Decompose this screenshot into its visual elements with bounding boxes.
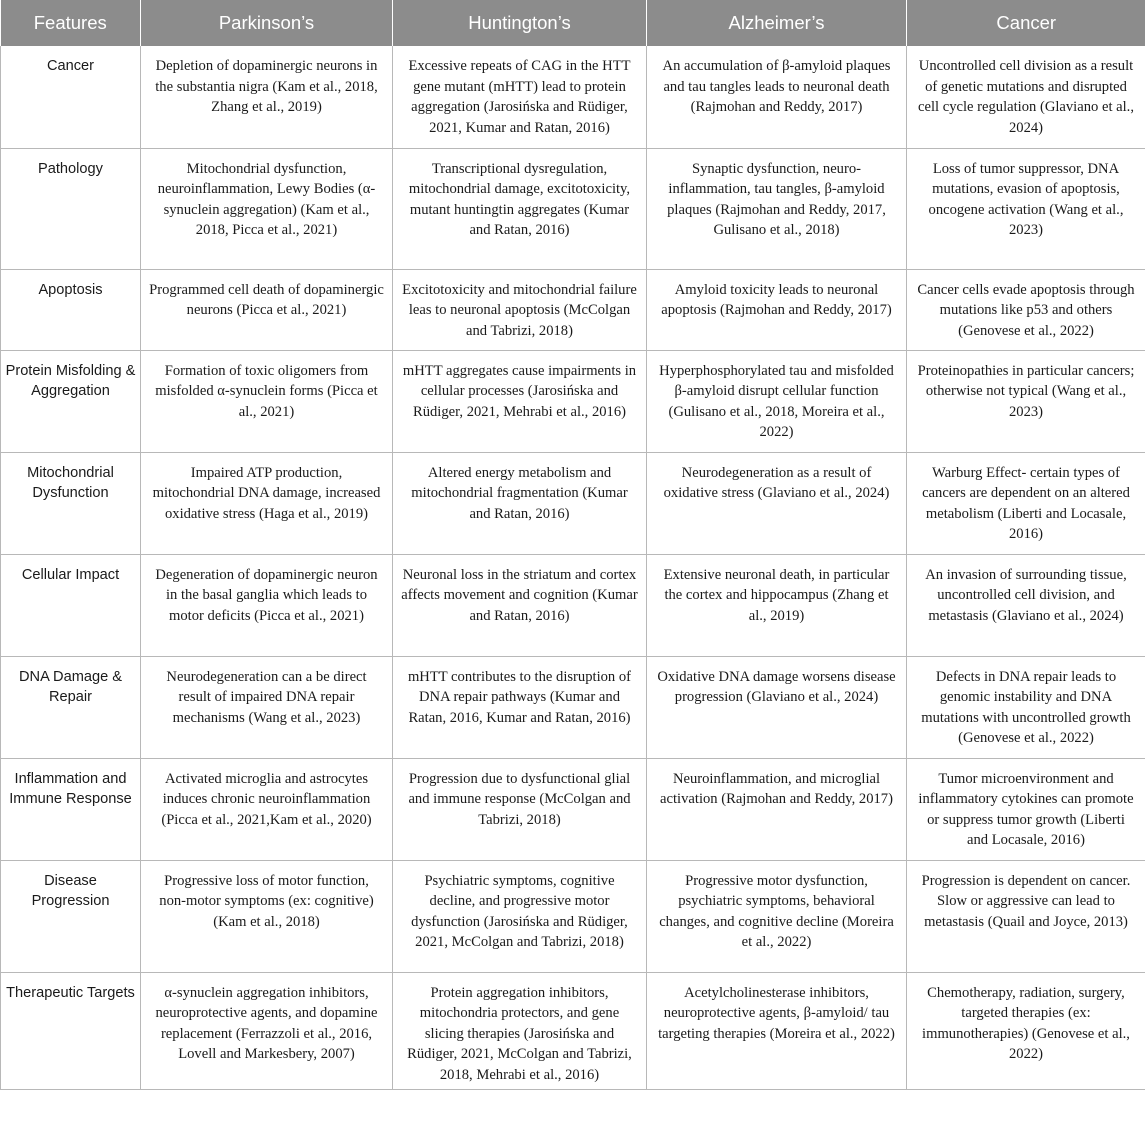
cell-huntingtons: Psychiatric symptoms, cognitive decline, and progressive motor dysfunction (Jarosińska and Rüdiger, 2021, McColgan and Tabrizi, 2018): [393, 860, 647, 972]
cell-cancer: Warburg Effect- certain types of cancers are dependent on an altered metabolism (Liberti and Locasale, 2016): [907, 452, 1145, 554]
cell-alzheimers: Neurodegeneration as a result of oxidative stress (Glaviano et al., 2024): [647, 452, 907, 554]
table-row: [1, 148, 1145, 269]
table-row: [1, 758, 1145, 860]
header-features: Features: [1, 0, 141, 46]
table-body: [1, 46, 1145, 1090]
cell-alzheimers: Extensive neuronal death, in particular the cortex and hippocampus (Zhang et al., 2019): [647, 554, 907, 656]
cell-cancer: Proteinopathies in particular cancers; otherwise not typical (Wang et al., 2023): [907, 350, 1145, 452]
cell-cancer: Progression is dependent on cancer. Slow or aggressive can lead to metastasis (Quail and Joyce, 2013): [907, 860, 1145, 972]
cell-huntingtons: Excitotoxicity and mitochondrial failure leas to neuronal apoptosis (McColgan and Tabrizi, 2018): [393, 269, 647, 350]
cell-alzheimers: Neuroinflammation, and microglial activation (Rajmohan and Reddy, 2017): [647, 758, 907, 860]
cell-alzheimers: Oxidative DNA damage worsens disease progression (Glaviano et al., 2024): [647, 656, 907, 758]
header-parkinsons: Parkinson’s: [141, 0, 393, 46]
cell-parkinsons: Progressive loss of motor function, non-motor symptoms (ex: cognitive) (Kam et al., 2018): [141, 860, 393, 972]
header-huntingtons: Huntington’s: [393, 0, 647, 46]
cell-parkinsons: Impaired ATP production, mitochondrial DNA damage, increased oxidative stress (Haga et al., 2019): [141, 452, 393, 554]
table-row: [1, 656, 1145, 758]
row-feature: Inflammation and Immune Response: [1, 758, 141, 860]
cell-alzheimers: Progressive motor dysfunction, psychiatric symptoms, behavioral changes, and cognitive decline (Moreira et al., 2022): [647, 860, 907, 972]
cell-parkinsons: Degeneration of dopaminergic neuron in the basal ganglia which leads to motor deficits (Picca et al., 2021): [141, 554, 393, 656]
cell-cancer: Cancer cells evade apoptosis through mutations like p53 and others (Genovese et al., 2022): [907, 269, 1145, 350]
cell-cancer: Tumor microenvironment and inflammatory cytokines can promote or suppress tumor growth (Liberti and Locasale, 2016): [907, 758, 1145, 860]
cell-alzheimers: An accumulation of β-amyloid plaques and tau tangles leads to neuronal death (Rajmohan and Reddy, 2017): [647, 46, 907, 148]
table-header: [1, 0, 1145, 46]
cell-cancer: Uncontrolled cell division as a result of genetic mutations and disrupted cell cycle regulation (Glaviano et al., 2024): [907, 46, 1145, 148]
table-row: [1, 972, 1145, 1090]
cell-parkinsons: Neurodegeneration can a be direct result of impaired DNA repair mechanisms (Wang et al., 2023): [141, 656, 393, 758]
cell-huntingtons: Protein aggregation inhibitors, mitochondria protectors, and gene slicing therapies (Jarosińska and Rüdiger, 2021, McColgan and Tabrizi, 2018, Mehrabi et al., 2016): [393, 972, 647, 1090]
table-row: [1, 554, 1145, 656]
cell-parkinsons: Activated microglia and astrocytes induces chronic neuroinflammation (Picca et al., 2021,Kam et al., 2020): [141, 758, 393, 860]
table-row: [1, 350, 1145, 452]
cell-alzheimers: Hyperphosphorylated tau and misfolded β-amyloid disrupt cellular function (Gulisano et al., 2018, Moreira et al., 2022): [647, 350, 907, 452]
cell-parkinsons: Formation of toxic oligomers from misfolded α-synuclein forms (Picca et al., 2021): [141, 350, 393, 452]
row-feature: Mitochondrial Dysfunction: [1, 452, 141, 554]
header-row: [1, 0, 1145, 46]
cell-alzheimers: Synaptic dysfunction, neuro-inflammation, tau tangles, β-amyloid plaques (Rajmohan and Reddy, 2017, Gulisano et al., 2018): [647, 148, 907, 269]
cell-cancer: Loss of tumor suppressor, DNA mutations, evasion of apoptosis, oncogene activation (Wang et al., 2023): [907, 148, 1145, 269]
cell-huntingtons: Excessive repeats of CAG in the HTT gene mutant (mHTT) lead to protein aggregation (Jarosińska and Rüdiger, 2021, Kumar and Ratan, 2016): [393, 46, 647, 148]
cell-cancer: An invasion of surrounding tissue, uncontrolled cell division, and metastasis (Glaviano et al., 2024): [907, 554, 1145, 656]
row-feature: Pathology: [1, 148, 141, 269]
cell-parkinsons: Mitochondrial dysfunction, neuroinflammation, Lewy Bodies (α-synuclein aggregation) (Kam et al., 2018, Picca et al., 2021): [141, 148, 393, 269]
header-alzheimers: Alzheimer’s: [647, 0, 907, 46]
row-feature: Cancer: [1, 46, 141, 148]
cell-parkinsons: Programmed cell death of dopaminergic neurons (Picca et al., 2021): [141, 269, 393, 350]
cell-cancer: Defects in DNA repair leads to genomic instability and DNA mutations with uncontrolled growth (Genovese et al., 2022): [907, 656, 1145, 758]
cell-huntingtons: Progression due to dysfunctional glial and immune response (McColgan and Tabrizi, 2018): [393, 758, 647, 860]
cell-alzheimers: Amyloid toxicity leads to neuronal apoptosis (Rajmohan and Reddy, 2017): [647, 269, 907, 350]
cell-huntingtons: mHTT contributes to the disruption of DNA repair pathways (Kumar and Ratan, 2016, Kumar and Ratan, 2016): [393, 656, 647, 758]
table-row: [1, 269, 1145, 350]
row-feature: Protein Misfolding & Aggregation: [1, 350, 141, 452]
table-row: [1, 452, 1145, 554]
cell-parkinsons: α-synuclein aggregation inhibitors, neuroprotective agents, and dopamine replacement (Ferrazzoli et al., 2016, Lovell and Markesbery, 2007): [141, 972, 393, 1090]
table-row: [1, 46, 1145, 148]
cell-huntingtons: Transcriptional dysregulation, mitochondrial damage, excitotoxicity, mutant huntingtin aggregates (Kumar and Ratan, 2016): [393, 148, 647, 269]
cell-huntingtons: mHTT aggregates cause impairments in cellular processes (Jarosińska and Rüdiger, 2021, Mehrabi et al., 2016): [393, 350, 647, 452]
cell-alzheimers: Acetylcholinesterase inhibitors, neuroprotective agents, β-amyloid/ tau targeting therapies (Moreira et al., 2022): [647, 972, 907, 1090]
table-row: [1, 860, 1145, 972]
row-feature: Cellular Impact: [1, 554, 141, 656]
row-feature: Disease Progression: [1, 860, 141, 972]
cell-huntingtons: Altered energy metabolism and mitochondrial fragmentation (Kumar and Ratan, 2016): [393, 452, 647, 554]
cell-cancer: Chemotherapy, radiation, surgery, targeted therapies (ex: immunotherapies) (Genovese et al., 2022): [907, 972, 1145, 1090]
cell-parkinsons: Depletion of dopaminergic neurons in the substantia nigra (Kam et al., 2018, Zhang et al., 2019): [141, 46, 393, 148]
cell-huntingtons: Neuronal loss in the striatum and cortex affects movement and cognition (Kumar and Ratan, 2016): [393, 554, 647, 656]
header-cancer: Cancer: [907, 0, 1145, 46]
row-feature: Apoptosis: [1, 269, 141, 350]
row-feature: DNA Damage & Repair: [1, 656, 141, 758]
row-feature: Therapeutic Targets: [1, 972, 141, 1090]
